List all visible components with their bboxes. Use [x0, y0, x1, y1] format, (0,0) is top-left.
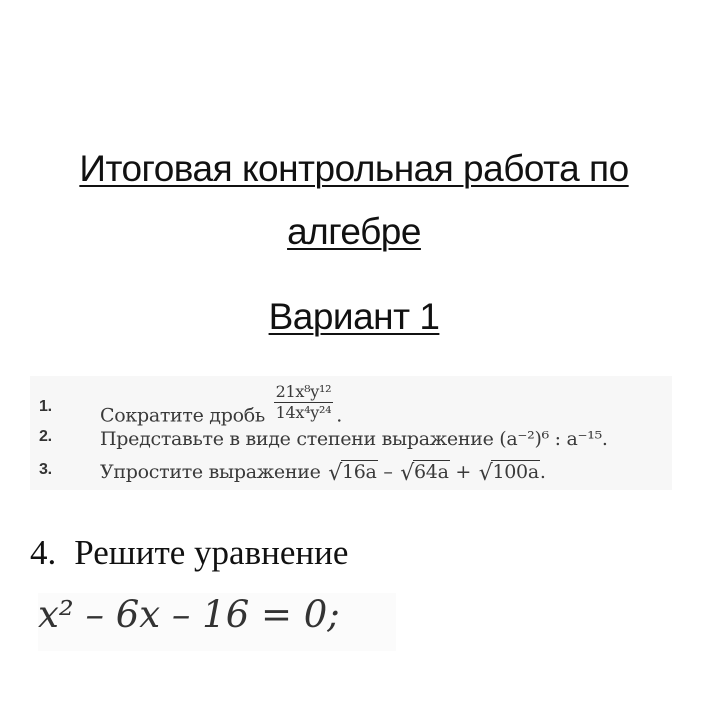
task-2-expression: (a⁻²)⁶ : a⁻¹⁵. [499, 428, 608, 450]
task-4-number: 4. [30, 533, 57, 572]
radical-1 [328, 461, 377, 486]
operator-minus: – [383, 461, 393, 483]
task-2 [30, 428, 672, 460]
task-1 [30, 382, 672, 427]
task-3 [30, 461, 672, 493]
task-2-number: 2. [39, 428, 52, 445]
task-3-instruction: Упростите выражение [100, 461, 321, 483]
radical-3 [479, 461, 540, 486]
radical-2 [400, 461, 449, 486]
sqrt-icon: √ [478, 461, 493, 486]
task-1-period: . [336, 404, 342, 427]
sqrt-icon: √ [328, 461, 342, 486]
page-title-line-2: алгебре [287, 211, 421, 252]
radicand-2: 64a [414, 461, 449, 483]
page-title-line-1: Итоговая контрольная работа по [79, 148, 629, 189]
equation-text: x² – 6x – 16 = 0; [38, 593, 340, 636]
variant-heading: Вариант 1 [268, 296, 440, 337]
task-1-number: 1. [39, 398, 52, 415]
task-list-image [30, 376, 672, 490]
radicand-1: 16a [341, 461, 377, 483]
task-1-instruction: Сократите дробь [100, 404, 265, 427]
fraction-numerator: 21x⁸y¹² [275, 382, 332, 401]
equation-image [38, 593, 396, 651]
sqrt-icon: √ [400, 461, 415, 486]
fraction-denominator: 14x⁴y²⁴ [275, 403, 332, 422]
task-4-instruction: Решите уравнение [74, 533, 349, 572]
radicand-3: 100a [492, 461, 539, 483]
task-4 [30, 533, 348, 573]
task-1-fraction [274, 384, 334, 421]
task-3-number: 3. [39, 461, 52, 478]
task-2-text [100, 428, 608, 450]
task-3-period: . [539, 461, 546, 483]
task-2-instruction: Представьте в виде степени выражение [100, 428, 494, 450]
task-3-text [100, 461, 546, 486]
operator-plus: + [455, 461, 471, 483]
